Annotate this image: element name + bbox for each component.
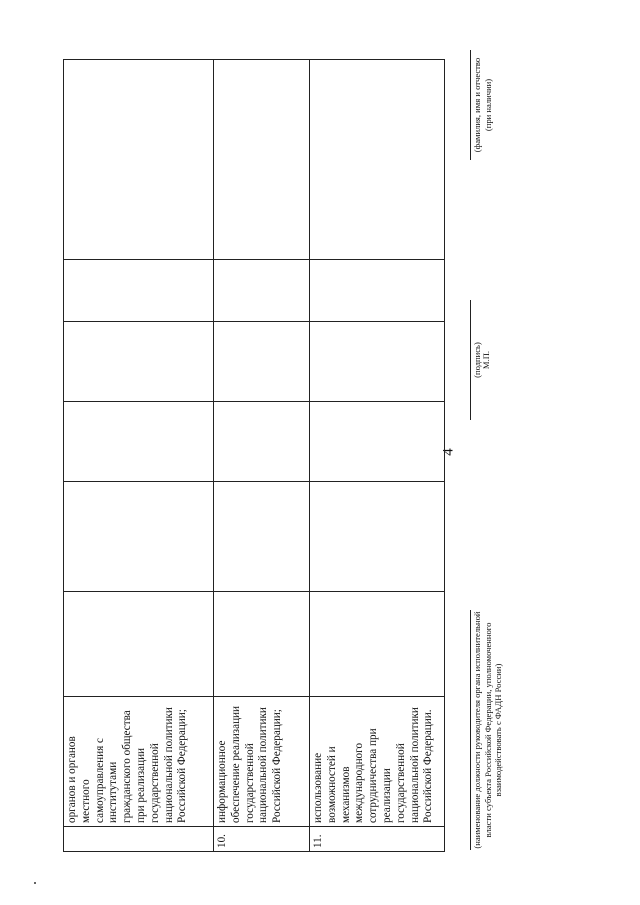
- empty-cell: [64, 482, 214, 592]
- table-row: [214, 60, 310, 852]
- rotated-table-wrapper: [63, 60, 444, 852]
- empty-cell: [64, 260, 214, 322]
- empty-cell: [310, 322, 445, 402]
- empty-cell: [64, 402, 214, 482]
- empty-cell: [214, 402, 310, 482]
- empty-cell: [64, 592, 214, 697]
- row-number-cell: [64, 827, 214, 852]
- activity-cell: информационное обеспечение реализации государственной национальной политики Российской Федерации;: [214, 697, 310, 827]
- row-number-cell: 10.: [214, 827, 310, 852]
- empty-cell: [310, 60, 445, 260]
- page-number: 4: [440, 448, 457, 456]
- name-caption: (фамилия, имя и отчество (при наличии): [470, 50, 493, 160]
- activity-cell: органов и органов местного самоуправления с институтами гражданского общества при реализации государственной национальной политики Российской Федерации;: [64, 697, 214, 827]
- empty-cell: [214, 592, 310, 697]
- table-row: [310, 60, 445, 852]
- empty-cell: [64, 60, 214, 260]
- empty-cell: [310, 402, 445, 482]
- empty-cell: [214, 322, 310, 402]
- empty-cell: [214, 260, 310, 322]
- table-row: [64, 60, 214, 852]
- empty-cell: [214, 482, 310, 592]
- empty-cell: [310, 592, 445, 697]
- empty-cell: [64, 322, 214, 402]
- position-caption: (наименование должности руководителя органа исполнительной власти субъекта Российской Федерации, уполномоченного взаимодействовать с ФАДН России): [472, 611, 503, 849]
- activity-cell: использование возможностей и механизмов международного сотрудничества при реализации государственной национальной политики Российской Федерации.: [310, 697, 445, 827]
- plan-table: [63, 59, 445, 852]
- empty-cell: [310, 260, 445, 322]
- signature-caption: (подпись): [470, 300, 483, 420]
- signature-area: [470, 50, 530, 850]
- empty-cell: [214, 60, 310, 260]
- stamp-caption: М.П.: [481, 350, 491, 370]
- empty-cell: [310, 482, 445, 592]
- row-number-cell: 11.: [310, 827, 445, 852]
- scan-speck: [34, 882, 36, 884]
